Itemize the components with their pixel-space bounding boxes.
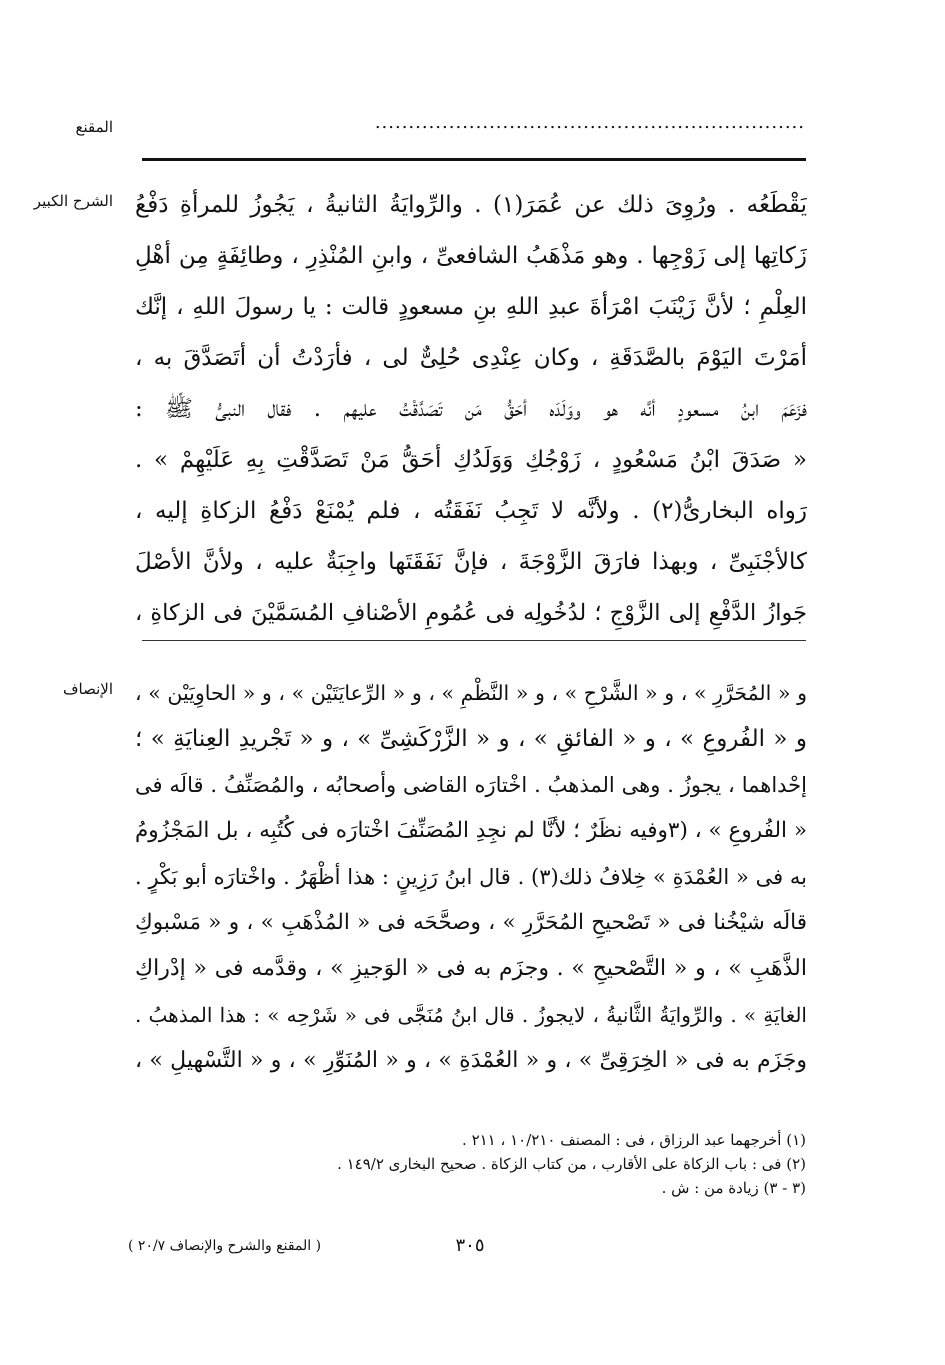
insaf-text: [135, 670, 807, 1084]
footnote: (٢) فى : باب الزكاة على الأقارب ، من كتاب الزكاة . صحيح البخارى ١٤٩/٢ .: [337, 1155, 806, 1173]
footnote: (١) أخرجهما عبد الرزاق ، فى : المصنف ١٠/٢١٠ ، ٢١١ .: [462, 1131, 806, 1149]
insaf-line: و « الفُروعِ » ، و « الفائقِ » ، و « الزَّرْكَشِىِّ » ، و « تَجْريدِ العِنايَةِ » ؛: [135, 726, 807, 752]
insaf-line: الغايَةِ » . والرِّوايَةُ الثَّانيةُ ، لايجوزُ . قال ابنُ مُنَجَّى فى « شَرْحِه » : هذا المذهبُ .: [135, 1003, 807, 1027]
sharh-line: زَكاتِها إلى زَوْجِها . وهو مَذْهَبُ الشافعىِّ ، وابنِ المُنْذِرِ ، وطائِفَةٍ مِن أهْلِ: [135, 243, 807, 269]
insaf-line: قالَه شيْخُنا فى « تَصْحيحِ المُحَرَّرِ » ، وصحَّحَه فى « المُذْهَبِ » ، و « مَسْبوكِ: [135, 910, 807, 935]
insaf-line: به فى « العُمْدَةِ » خِلافُ ذلك(٣) . قال ابنُ رَزِينٍ : هذا أظْهَرُ . واخْتارَه أبو بَكْرٍ .: [135, 865, 807, 889]
header-dots: ................................................................: [374, 112, 805, 132]
section-divider: [142, 640, 806, 641]
sharh-text: [135, 180, 807, 639]
footer-reference: ( المقنع والشرح والإنصاف ٢٠/٧ ): [128, 1238, 322, 1254]
sharh-line: كالأجْنَبِىِّ ، وبهذا فارَقَ الزَّوْجَةَ ، فإنَّ نَفَقَتَها واجِبَةٌ عليه ، ولأنَّ الأصْلَ: [135, 549, 807, 575]
insaf-label: الإنصاف: [62, 680, 113, 698]
sharh-line: أمَرْتَ اليَوْمَ بالصَّدَقَةِ ، وكان عِنْدِى حُلِىٌّ لى ، فأرَدْتُ أن أتَصَدَّقَ به ،: [135, 345, 807, 371]
footnotes: [330, 1128, 806, 1200]
sharh-line: « صَدَقَ ابْنُ مَسْعُودٍ ، زَوْجُكِ وَوَلَدُكِ أحَقُّ مَنْ تَصَدَّقْتِ بِهِ عَلَيْهِمْ » .: [135, 447, 807, 473]
sharh-label: الشرح الكبير: [33, 192, 113, 210]
sharh-line: يَقْطَعُه . ورُوِىَ ذلك عن عُمَرَ(١) . والرِّوايَةُ الثانيةُ ، يَجُوزُ للمرأةِ دَفْعُ: [135, 192, 807, 218]
insaf-line: و « المُحَرَّرِ » ، و « الشَّرْحِ » ، و « النَّظْمِ » ، و « الرِّعايَتَيْن » ، و « الحاوِيَيْن » ،: [135, 681, 807, 705]
footnote: (٣ - ٣) زيادة من : ش .: [661, 1179, 806, 1197]
sharh-line: جَوازُ الدَّفْعِ إلى الزَّوْجِ ؛ لدُخُولِه فى عُمُومِ الأصْنافِ المُسَمَّيْنَ فى الزكاةِ ،: [135, 600, 807, 626]
book-label: المقنع: [75, 118, 113, 136]
insaf-line: وجَزَم به فى « الخِرَقِىِّ » ، و « العُمْدَةِ » ، و « المُنَوِّرِ » ، و « التَّسْهيلِ » ،: [135, 1048, 807, 1073]
insaf-line: « الفُروعِ » ، (٣وفيه نظَرٌ ؛ لأنَّا لم نجِدِ المُصَنِّفَ اخْتارَه فى كُتُبِه ، بل المَجْزُومُ: [135, 818, 807, 843]
header-rule: [142, 158, 806, 161]
insaf-line: إحْداهما ، يجوزُ . وهى المذهبُ . اخْتارَه القاضى وأصحابُه ، والمُصَنِّفُ . قالَه فى: [135, 773, 807, 797]
sharh-line: فزَعَمَ ابنُ مسعودٍ أنَّه هو ووَلَدَه أحَقُّ مَن تَصَدَّقْتُ عليهم . فقال النبىُّ ﷺ :: [135, 396, 807, 422]
sharh-line: العِلْمِ ؛ لأنَّ زَيْنَبَ امْرَأةَ عبدِ اللهِ بنِ مسعودٍ قالت : يا رسولَ اللهِ ، إنَّك: [135, 294, 807, 320]
sharh-line: رَواه البخارىُّ(٢) . ولأنَّه لا تَجِبُ نَفَقَتُه ، فلم يُمْنَعْ دَفْعُ الزكاةِ إليه ،: [135, 498, 807, 524]
insaf-line: الذَّهَبِ » ، و « التَّصْحيحِ » . وجزَم به فى « الوَجيزِ » ، وقدَّمه فى « إدْراكِ: [135, 956, 807, 981]
page-number: ٣٠٥: [455, 1235, 485, 1256]
